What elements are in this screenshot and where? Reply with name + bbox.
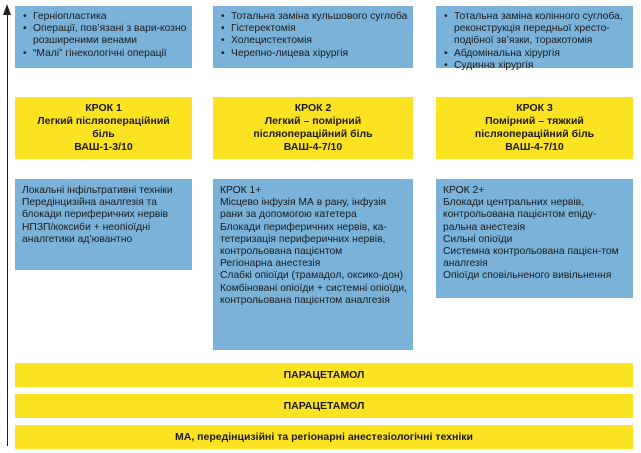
vertical-arrow [7, 14, 8, 446]
method-item: НПЗП/коксиби + неопіоїдні аналгетики ад’ювантно [22, 221, 151, 245]
step-title: КРОК 3 [516, 102, 553, 114]
step-subtitle: післяопераційний біль [253, 128, 373, 140]
paracetamol-band-2: ПАРАЦЕТАМОЛ [15, 394, 633, 418]
step-vas: ВАШ-1-3/10 [74, 141, 133, 153]
method-item: КРОК 1+ [220, 185, 262, 196]
surgery-item: • Операції, пов’язані з вари-козно розширеними венами [21, 23, 189, 47]
step-vas: ВАШ-4-7/10 [505, 141, 564, 153]
method-item: Системна контрольована пацієн-том аналгезія [443, 246, 619, 270]
step-subtitle: біль [92, 128, 115, 140]
surgery-item: • Гістеректомія [219, 23, 410, 35]
method-item: Блокади центральних нервів, контрольована пацієнтом епіду-ральна анестезія [443, 197, 597, 233]
method-item: Місцево інфузія МА в рану, інфузія рани за допомогою катетера [220, 197, 387, 221]
surgery-item: • Судинна хірургія [442, 60, 630, 72]
surgery-item: • Холецистектомія [219, 35, 410, 47]
surgery-item: • “Малі” гінекологічні операції [21, 48, 189, 60]
method-item: Комбіновані опіоїди + системні опіоїди, контрольована пацієнтом аналгезія [220, 282, 407, 306]
surgery-box-1 [15, 6, 192, 68]
surgery-item: • Тотальна заміна колінного суглоба, реконструкція передньої хресто-подібної зв’язки, торакотомія [442, 11, 630, 48]
surgery-box-2 [213, 6, 413, 68]
method-item: Передінцизійна аналгезія та блокади периферичних нервів [22, 197, 169, 221]
method-item: Блокади периферичних нервів, ка-тетеризація периферичних нервів, контрольована пацієнтом [220, 221, 387, 258]
method-item: Сильні опіоїди [443, 233, 513, 245]
step-box-2 [213, 97, 413, 159]
surgery-item: • Черепно-лицева хірургія [219, 48, 410, 60]
step-title: КРОК 2 [294, 102, 332, 114]
surgery-item: • Абдомінальна хірургія [442, 48, 630, 60]
surgery-box-3 [436, 6, 633, 71]
step-subtitle: післяопераційний біль [474, 128, 595, 140]
step-vas: ВАШ-4-7/10 [283, 141, 343, 153]
method-item: Локальні інфільтративні техніки [22, 185, 173, 196]
step-subtitle: Легкий – помірний [264, 115, 362, 127]
method-box-2 [213, 179, 413, 350]
surgery-item: • Тотальна заміна кульшового суглоба [219, 11, 410, 23]
method-box-1 [15, 179, 192, 270]
surgery-item: • Герніопластика [21, 11, 189, 23]
method-item: Опіоїди сповільненого вивільнення [443, 270, 612, 282]
step-title: КРОК 1 [85, 102, 122, 114]
step-subtitle: Легкий післяопераційний [37, 115, 170, 127]
method-item: КРОК 2+ [443, 185, 485, 196]
step-box-3 [436, 97, 633, 159]
step-box-1 [15, 97, 192, 159]
method-box-3 [436, 179, 633, 298]
anesthesia-techniques-band: МА, передінцизійні та регіонарні анестезіологічні техніки [15, 425, 633, 449]
method-item: Регіонарна анестезія [220, 258, 321, 270]
step-subtitle: Помірний – тяжкий [485, 115, 584, 127]
paracetamol-band-1: ПАРАЦЕТАМОЛ [15, 363, 633, 387]
method-item: Слабкі опіоїди (трамадол, оксико-дон) [220, 270, 404, 282]
